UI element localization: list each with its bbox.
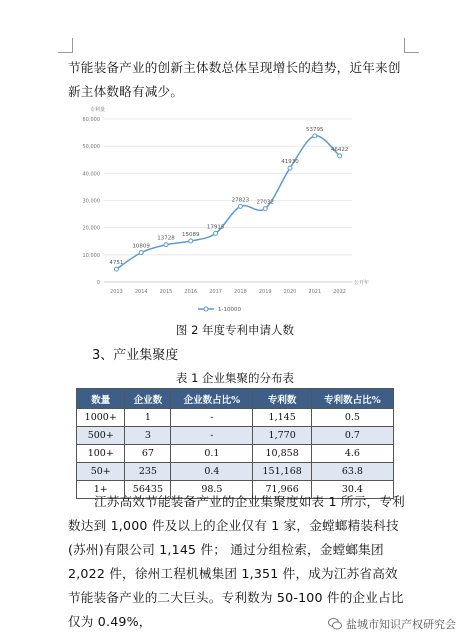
table-caption: 表 1 企业集聚的分布表 — [175, 371, 295, 385]
wechat-icon — [328, 617, 342, 631]
figure-caption: 图 2 年度专利申请人数 — [175, 323, 295, 337]
table-cell: 98.5 — [171, 481, 253, 499]
table-cell: 3 — [125, 427, 171, 445]
table-cell: - — [171, 409, 253, 427]
table-cell: 1,770 — [253, 427, 311, 445]
table-cell: 30.4 — [311, 481, 393, 499]
data-label: 13728 — [157, 235, 175, 242]
data-label: 46422 — [330, 146, 349, 153]
table-cell: 4.6 — [311, 445, 393, 463]
table-cell: 500+ — [77, 427, 125, 445]
data-label: 27032 — [256, 199, 274, 206]
crop-mark-top-left — [58, 38, 73, 53]
data-label: 17915 — [206, 224, 225, 231]
watermark — [328, 616, 456, 632]
table-cell: 151,168 — [253, 463, 311, 481]
legend-label: 1-10000 — [218, 307, 241, 313]
table-cell: 1 — [125, 409, 171, 427]
x-tick-label: 2013 — [110, 289, 123, 295]
data-point — [164, 243, 168, 247]
data-label: 4751 — [109, 260, 124, 267]
x-axis-title: 公开年 — [354, 280, 370, 286]
x-tick-label: 2019 — [258, 289, 272, 295]
table-row — [77, 463, 394, 481]
table-cell: 1+ — [77, 481, 125, 499]
y-tick-label: 10,000 — [82, 252, 100, 259]
data-label: 15089 — [182, 232, 200, 239]
table-cell: 0.7 — [311, 427, 393, 445]
header-cell: 企业数 — [125, 389, 171, 409]
patent-applicant-line-chart — [70, 102, 370, 320]
x-tick-label: 2014 — [134, 289, 148, 295]
table-cell: 1000+ — [77, 409, 125, 427]
crop-mark-top-right — [404, 38, 419, 53]
table-row — [77, 445, 394, 463]
x-tick-label: 2016 — [184, 289, 198, 295]
legend-marker — [204, 307, 208, 311]
x-tick-label: 2021 — [308, 289, 322, 295]
table-cell: 0.1 — [171, 445, 253, 463]
data-point — [238, 204, 242, 208]
table-cell: 0.5 — [311, 409, 393, 427]
data-label: 41930 — [281, 159, 299, 166]
data-point — [263, 207, 267, 211]
x-tick-label: 2017 — [209, 289, 222, 295]
y-tick-label: 50,000 — [82, 144, 100, 151]
header-cell: 专利数 — [253, 389, 311, 409]
table-cell: 71,966 — [253, 481, 311, 499]
x-tick-label: 2015 — [159, 289, 173, 295]
y-tick-label: 60,000 — [82, 117, 100, 123]
x-tick-label: 2020 — [283, 289, 297, 295]
table-cell: - — [171, 427, 253, 445]
table-cell: 1,145 — [253, 409, 311, 427]
data-point — [288, 166, 292, 170]
table-row — [77, 409, 394, 427]
watermark-text: 盐城市知识产权研究会 — [346, 618, 456, 631]
data-point — [139, 251, 143, 255]
table-row — [77, 427, 394, 445]
table-cell: 10,858 — [253, 445, 311, 463]
x-tick-label: 2022 — [333, 289, 346, 295]
header-cell: 企业数占比% — [171, 389, 253, 409]
table-cell: 50+ — [77, 463, 125, 481]
y-tick-label: 20,000 — [82, 225, 100, 232]
header-cell: 专利数占比% — [311, 389, 393, 409]
data-point — [313, 134, 317, 138]
data-point — [189, 239, 193, 243]
table-cell: 0.4 — [171, 463, 253, 481]
table-header-row — [77, 389, 394, 409]
y-tick-label: 0 — [96, 280, 100, 286]
data-point — [338, 154, 342, 158]
data-label: 10809 — [132, 243, 150, 250]
table-cell: 235 — [125, 463, 171, 481]
table-cell: 100+ — [77, 445, 125, 463]
data-label: 27823 — [231, 197, 250, 204]
data-point — [114, 267, 118, 271]
table-cell: 63.8 — [311, 463, 393, 481]
body-paragraph: 江苏高效节能装备产业的企业集聚度如表 1 所示，专利数达到 1,000 件及以上的企业仅有 1 家，金螳螂精装科技(苏州)有限公司 1,145 件； 通过分组检索，金螳螂集团 2,022 件，徐州工程机械集团 1,351 件，成为江苏省高效节能装备产业的二大巨头。专利数为 50-100 件的企业占比仅为 0.49%， — [68, 494, 405, 629]
section-heading: 3、产业集聚度 — [92, 348, 179, 363]
y-axis-title: 专利量 — [90, 107, 106, 113]
y-tick-label: 40,000 — [82, 171, 100, 178]
intro-paragraph: 节能装备产业的创新主体数总体呈现增长的趋势，近年来创新主体数略有减少。 — [68, 60, 401, 99]
x-tick-label: 2018 — [234, 289, 247, 295]
header-cell: 数量 — [77, 389, 125, 409]
table-cell: 56435 — [125, 481, 171, 499]
y-tick-label: 30,000 — [82, 198, 100, 205]
table-cell: 67 — [125, 445, 171, 463]
data-label: 53795 — [306, 126, 324, 133]
enterprise-distribution-table — [76, 388, 394, 499]
data-point — [214, 231, 218, 235]
